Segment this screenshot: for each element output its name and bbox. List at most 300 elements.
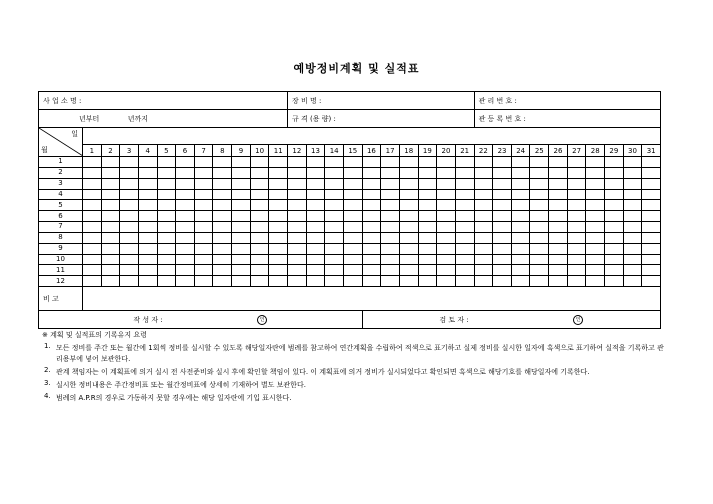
schedule-cell[interactable] bbox=[511, 157, 530, 168]
schedule-cell[interactable] bbox=[176, 189, 195, 200]
schedule-cell[interactable] bbox=[455, 157, 474, 168]
schedule-cell[interactable] bbox=[493, 211, 512, 222]
schedule-cell[interactable] bbox=[83, 189, 102, 200]
schedule-cell[interactable] bbox=[418, 211, 437, 222]
schedule-cell[interactable] bbox=[232, 189, 251, 200]
schedule-cell[interactable] bbox=[176, 243, 195, 254]
schedule-cell[interactable] bbox=[549, 243, 568, 254]
schedule-cell[interactable] bbox=[567, 167, 586, 178]
schedule-cell[interactable] bbox=[418, 222, 437, 233]
schedule-cell[interactable] bbox=[343, 211, 362, 222]
schedule-cell[interactable] bbox=[306, 243, 325, 254]
schedule-cell[interactable] bbox=[101, 276, 120, 287]
schedule-cell[interactable] bbox=[306, 157, 325, 168]
schedule-cell[interactable] bbox=[605, 178, 624, 189]
schedule-cell[interactable] bbox=[605, 265, 624, 276]
writer-field[interactable] bbox=[39, 311, 363, 329]
schedule-cell[interactable] bbox=[213, 178, 232, 189]
company-name-field[interactable]: 사 업 소 명 : bbox=[39, 92, 288, 110]
schedule-cell[interactable] bbox=[362, 265, 381, 276]
schedule-cell[interactable] bbox=[586, 222, 605, 233]
schedule-cell[interactable] bbox=[325, 157, 344, 168]
schedule-cell[interactable] bbox=[437, 157, 456, 168]
schedule-cell[interactable] bbox=[288, 200, 307, 211]
spec-capacity-field[interactable]: 규 격 (용 량) : bbox=[288, 110, 475, 128]
schedule-cell[interactable] bbox=[381, 222, 400, 233]
schedule-cell[interactable] bbox=[213, 167, 232, 178]
schedule-cell[interactable] bbox=[362, 167, 381, 178]
schedule-cell[interactable] bbox=[120, 167, 139, 178]
schedule-cell[interactable] bbox=[343, 157, 362, 168]
schedule-cell[interactable] bbox=[493, 254, 512, 265]
schedule-cell[interactable] bbox=[642, 254, 661, 265]
schedule-cell[interactable] bbox=[605, 232, 624, 243]
schedule-cell[interactable] bbox=[213, 157, 232, 168]
schedule-cell[interactable] bbox=[362, 211, 381, 222]
schedule-cell[interactable] bbox=[138, 211, 157, 222]
schedule-cell[interactable] bbox=[474, 276, 493, 287]
schedule-cell[interactable] bbox=[642, 178, 661, 189]
management-number-field[interactable]: 관 리 번 호 : bbox=[474, 92, 660, 110]
schedule-cell[interactable] bbox=[83, 167, 102, 178]
schedule-cell[interactable] bbox=[138, 265, 157, 276]
schedule-cell[interactable] bbox=[138, 189, 157, 200]
schedule-cell[interactable] bbox=[418, 157, 437, 168]
schedule-cell[interactable] bbox=[362, 178, 381, 189]
schedule-cell[interactable] bbox=[288, 232, 307, 243]
schedule-cell[interactable] bbox=[437, 232, 456, 243]
schedule-cell[interactable] bbox=[213, 265, 232, 276]
schedule-cell[interactable] bbox=[176, 232, 195, 243]
schedule-cell[interactable] bbox=[586, 276, 605, 287]
schedule-cell[interactable] bbox=[455, 167, 474, 178]
schedule-cell[interactable] bbox=[176, 167, 195, 178]
schedule-cell[interactable] bbox=[399, 265, 418, 276]
registration-number-field[interactable]: 관 등 록 번 호 : bbox=[474, 110, 660, 128]
schedule-cell[interactable] bbox=[605, 200, 624, 211]
schedule-cell[interactable] bbox=[493, 189, 512, 200]
schedule-cell[interactable] bbox=[549, 232, 568, 243]
schedule-cell[interactable] bbox=[362, 232, 381, 243]
schedule-cell[interactable] bbox=[343, 200, 362, 211]
schedule-cell[interactable] bbox=[157, 211, 176, 222]
schedule-cell[interactable] bbox=[511, 265, 530, 276]
schedule-cell[interactable] bbox=[530, 265, 549, 276]
schedule-cell[interactable] bbox=[455, 276, 474, 287]
schedule-cell[interactable] bbox=[176, 157, 195, 168]
remarks-field[interactable] bbox=[83, 287, 661, 311]
schedule-cell[interactable] bbox=[269, 243, 288, 254]
schedule-cell[interactable] bbox=[399, 211, 418, 222]
schedule-cell[interactable] bbox=[250, 222, 269, 233]
schedule-cell[interactable] bbox=[138, 232, 157, 243]
schedule-cell[interactable] bbox=[213, 254, 232, 265]
schedule-cell[interactable] bbox=[586, 178, 605, 189]
schedule-cell[interactable] bbox=[455, 254, 474, 265]
schedule-cell[interactable] bbox=[567, 276, 586, 287]
schedule-cell[interactable] bbox=[493, 222, 512, 233]
schedule-cell[interactable] bbox=[83, 243, 102, 254]
schedule-cell[interactable] bbox=[381, 243, 400, 254]
schedule-cell[interactable] bbox=[101, 189, 120, 200]
schedule-cell[interactable] bbox=[343, 232, 362, 243]
schedule-cell[interactable] bbox=[250, 211, 269, 222]
schedule-cell[interactable] bbox=[530, 211, 549, 222]
schedule-cell[interactable] bbox=[511, 211, 530, 222]
schedule-cell[interactable] bbox=[455, 232, 474, 243]
schedule-cell[interactable] bbox=[474, 157, 493, 168]
schedule-cell[interactable] bbox=[343, 178, 362, 189]
schedule-cell[interactable] bbox=[605, 243, 624, 254]
schedule-cell[interactable] bbox=[549, 157, 568, 168]
schedule-cell[interactable] bbox=[567, 265, 586, 276]
schedule-cell[interactable] bbox=[381, 178, 400, 189]
schedule-cell[interactable] bbox=[381, 211, 400, 222]
schedule-cell[interactable] bbox=[213, 189, 232, 200]
schedule-cell[interactable] bbox=[325, 232, 344, 243]
schedule-cell[interactable] bbox=[381, 276, 400, 287]
schedule-cell[interactable] bbox=[493, 265, 512, 276]
schedule-cell[interactable] bbox=[250, 254, 269, 265]
schedule-cell[interactable] bbox=[399, 232, 418, 243]
schedule-cell[interactable] bbox=[474, 167, 493, 178]
schedule-cell[interactable] bbox=[288, 222, 307, 233]
schedule-cell[interactable] bbox=[101, 254, 120, 265]
schedule-cell[interactable] bbox=[418, 178, 437, 189]
schedule-cell[interactable] bbox=[362, 189, 381, 200]
schedule-cell[interactable] bbox=[232, 157, 251, 168]
schedule-cell[interactable] bbox=[176, 222, 195, 233]
schedule-cell[interactable] bbox=[567, 232, 586, 243]
schedule-cell[interactable] bbox=[586, 157, 605, 168]
schedule-cell[interactable] bbox=[567, 243, 586, 254]
schedule-cell[interactable] bbox=[250, 178, 269, 189]
schedule-cell[interactable] bbox=[288, 178, 307, 189]
schedule-cell[interactable] bbox=[474, 222, 493, 233]
schedule-cell[interactable] bbox=[493, 178, 512, 189]
schedule-cell[interactable] bbox=[194, 222, 213, 233]
schedule-cell[interactable] bbox=[493, 200, 512, 211]
schedule-cell[interactable] bbox=[511, 167, 530, 178]
schedule-cell[interactable] bbox=[232, 211, 251, 222]
schedule-cell[interactable] bbox=[567, 189, 586, 200]
schedule-cell[interactable] bbox=[232, 254, 251, 265]
schedule-cell[interactable] bbox=[250, 167, 269, 178]
schedule-cell[interactable] bbox=[623, 265, 642, 276]
schedule-cell[interactable] bbox=[306, 200, 325, 211]
schedule-cell[interactable] bbox=[213, 222, 232, 233]
schedule-cell[interactable] bbox=[138, 254, 157, 265]
schedule-cell[interactable] bbox=[101, 157, 120, 168]
schedule-cell[interactable] bbox=[418, 243, 437, 254]
schedule-cell[interactable] bbox=[530, 178, 549, 189]
schedule-cell[interactable] bbox=[586, 265, 605, 276]
schedule-cell[interactable] bbox=[157, 178, 176, 189]
schedule-cell[interactable] bbox=[325, 222, 344, 233]
schedule-cell[interactable] bbox=[83, 254, 102, 265]
schedule-cell[interactable] bbox=[474, 189, 493, 200]
schedule-cell[interactable] bbox=[549, 167, 568, 178]
schedule-cell[interactable] bbox=[362, 243, 381, 254]
schedule-cell[interactable] bbox=[399, 243, 418, 254]
schedule-cell[interactable] bbox=[549, 189, 568, 200]
schedule-cell[interactable] bbox=[418, 276, 437, 287]
schedule-cell[interactable] bbox=[288, 276, 307, 287]
schedule-cell[interactable] bbox=[83, 200, 102, 211]
schedule-cell[interactable] bbox=[250, 243, 269, 254]
schedule-cell[interactable] bbox=[120, 200, 139, 211]
schedule-cell[interactable] bbox=[101, 200, 120, 211]
schedule-cell[interactable] bbox=[138, 178, 157, 189]
schedule-cell[interactable] bbox=[642, 222, 661, 233]
schedule-cell[interactable] bbox=[306, 222, 325, 233]
schedule-cell[interactable] bbox=[418, 254, 437, 265]
schedule-cell[interactable] bbox=[418, 200, 437, 211]
schedule-cell[interactable] bbox=[232, 167, 251, 178]
schedule-cell[interactable] bbox=[605, 222, 624, 233]
schedule-cell[interactable] bbox=[176, 211, 195, 222]
schedule-cell[interactable] bbox=[194, 178, 213, 189]
schedule-cell[interactable] bbox=[250, 189, 269, 200]
schedule-cell[interactable] bbox=[586, 232, 605, 243]
schedule-cell[interactable] bbox=[157, 200, 176, 211]
schedule-cell[interactable] bbox=[493, 276, 512, 287]
schedule-cell[interactable] bbox=[437, 265, 456, 276]
schedule-cell[interactable] bbox=[530, 189, 549, 200]
schedule-cell[interactable] bbox=[269, 276, 288, 287]
schedule-cell[interactable] bbox=[157, 243, 176, 254]
schedule-cell[interactable] bbox=[381, 189, 400, 200]
schedule-cell[interactable] bbox=[325, 254, 344, 265]
schedule-cell[interactable] bbox=[642, 211, 661, 222]
schedule-cell[interactable] bbox=[642, 276, 661, 287]
schedule-cell[interactable] bbox=[511, 276, 530, 287]
schedule-cell[interactable] bbox=[83, 222, 102, 233]
schedule-cell[interactable] bbox=[623, 178, 642, 189]
schedule-cell[interactable] bbox=[213, 211, 232, 222]
schedule-cell[interactable] bbox=[642, 243, 661, 254]
schedule-cell[interactable] bbox=[194, 243, 213, 254]
schedule-cell[interactable] bbox=[605, 189, 624, 200]
schedule-cell[interactable] bbox=[511, 232, 530, 243]
schedule-cell[interactable] bbox=[623, 254, 642, 265]
schedule-cell[interactable] bbox=[437, 222, 456, 233]
schedule-cell[interactable] bbox=[343, 189, 362, 200]
schedule-cell[interactable] bbox=[120, 254, 139, 265]
schedule-cell[interactable] bbox=[176, 254, 195, 265]
schedule-cell[interactable] bbox=[623, 167, 642, 178]
schedule-cell[interactable] bbox=[549, 254, 568, 265]
schedule-cell[interactable] bbox=[138, 157, 157, 168]
schedule-cell[interactable] bbox=[83, 265, 102, 276]
schedule-cell[interactable] bbox=[288, 157, 307, 168]
schedule-cell[interactable] bbox=[474, 265, 493, 276]
schedule-cell[interactable] bbox=[194, 232, 213, 243]
schedule-cell[interactable] bbox=[530, 200, 549, 211]
schedule-cell[interactable] bbox=[232, 222, 251, 233]
schedule-cell[interactable] bbox=[288, 211, 307, 222]
schedule-cell[interactable] bbox=[586, 254, 605, 265]
schedule-cell[interactable] bbox=[623, 211, 642, 222]
schedule-cell[interactable] bbox=[530, 254, 549, 265]
schedule-cell[interactable] bbox=[306, 276, 325, 287]
schedule-cell[interactable] bbox=[194, 189, 213, 200]
schedule-cell[interactable] bbox=[530, 167, 549, 178]
schedule-cell[interactable] bbox=[269, 232, 288, 243]
schedule-cell[interactable] bbox=[306, 232, 325, 243]
schedule-cell[interactable] bbox=[343, 265, 362, 276]
schedule-cell[interactable] bbox=[474, 254, 493, 265]
schedule-cell[interactable] bbox=[157, 254, 176, 265]
schedule-cell[interactable] bbox=[194, 167, 213, 178]
schedule-cell[interactable] bbox=[120, 243, 139, 254]
schedule-cell[interactable] bbox=[567, 200, 586, 211]
schedule-cell[interactable] bbox=[455, 265, 474, 276]
schedule-cell[interactable] bbox=[157, 167, 176, 178]
schedule-cell[interactable] bbox=[120, 178, 139, 189]
schedule-cell[interactable] bbox=[362, 276, 381, 287]
schedule-cell[interactable] bbox=[157, 222, 176, 233]
schedule-cell[interactable] bbox=[493, 157, 512, 168]
schedule-cell[interactable] bbox=[213, 276, 232, 287]
schedule-cell[interactable] bbox=[232, 200, 251, 211]
schedule-cell[interactable] bbox=[418, 167, 437, 178]
schedule-cell[interactable] bbox=[605, 276, 624, 287]
schedule-cell[interactable] bbox=[437, 243, 456, 254]
schedule-cell[interactable] bbox=[511, 178, 530, 189]
schedule-cell[interactable] bbox=[418, 232, 437, 243]
schedule-cell[interactable] bbox=[511, 189, 530, 200]
schedule-cell[interactable] bbox=[120, 232, 139, 243]
schedule-cell[interactable] bbox=[343, 167, 362, 178]
schedule-cell[interactable] bbox=[176, 265, 195, 276]
schedule-cell[interactable] bbox=[288, 167, 307, 178]
schedule-cell[interactable] bbox=[455, 178, 474, 189]
schedule-cell[interactable] bbox=[101, 211, 120, 222]
schedule-cell[interactable] bbox=[325, 200, 344, 211]
schedule-cell[interactable] bbox=[530, 276, 549, 287]
schedule-cell[interactable] bbox=[194, 157, 213, 168]
schedule-cell[interactable] bbox=[232, 265, 251, 276]
schedule-cell[interactable] bbox=[362, 157, 381, 168]
schedule-cell[interactable] bbox=[194, 211, 213, 222]
schedule-cell[interactable] bbox=[586, 243, 605, 254]
schedule-cell[interactable] bbox=[455, 243, 474, 254]
schedule-cell[interactable] bbox=[288, 189, 307, 200]
schedule-cell[interactable] bbox=[306, 254, 325, 265]
schedule-cell[interactable] bbox=[269, 189, 288, 200]
schedule-cell[interactable] bbox=[194, 254, 213, 265]
schedule-cell[interactable] bbox=[83, 211, 102, 222]
schedule-cell[interactable] bbox=[269, 265, 288, 276]
schedule-cell[interactable] bbox=[418, 189, 437, 200]
schedule-cell[interactable] bbox=[250, 157, 269, 168]
schedule-cell[interactable] bbox=[437, 211, 456, 222]
schedule-cell[interactable] bbox=[493, 243, 512, 254]
schedule-cell[interactable] bbox=[101, 178, 120, 189]
schedule-cell[interactable] bbox=[586, 189, 605, 200]
schedule-cell[interactable] bbox=[623, 232, 642, 243]
schedule-cell[interactable] bbox=[511, 254, 530, 265]
schedule-cell[interactable] bbox=[362, 254, 381, 265]
schedule-cell[interactable] bbox=[567, 222, 586, 233]
schedule-cell[interactable] bbox=[306, 189, 325, 200]
schedule-cell[interactable] bbox=[381, 265, 400, 276]
schedule-cell[interactable] bbox=[530, 222, 549, 233]
schedule-cell[interactable] bbox=[288, 254, 307, 265]
schedule-cell[interactable] bbox=[101, 222, 120, 233]
schedule-cell[interactable] bbox=[605, 254, 624, 265]
schedule-cell[interactable] bbox=[586, 167, 605, 178]
schedule-cell[interactable] bbox=[232, 243, 251, 254]
schedule-cell[interactable] bbox=[474, 243, 493, 254]
schedule-cell[interactable] bbox=[194, 200, 213, 211]
schedule-cell[interactable] bbox=[101, 243, 120, 254]
schedule-cell[interactable] bbox=[642, 157, 661, 168]
schedule-cell[interactable] bbox=[511, 243, 530, 254]
schedule-cell[interactable] bbox=[586, 200, 605, 211]
schedule-cell[interactable] bbox=[511, 222, 530, 233]
schedule-cell[interactable] bbox=[399, 222, 418, 233]
schedule-cell[interactable] bbox=[288, 265, 307, 276]
schedule-cell[interactable] bbox=[343, 222, 362, 233]
schedule-cell[interactable] bbox=[250, 232, 269, 243]
schedule-cell[interactable] bbox=[399, 178, 418, 189]
schedule-cell[interactable] bbox=[120, 276, 139, 287]
schedule-cell[interactable] bbox=[549, 211, 568, 222]
schedule-cell[interactable] bbox=[250, 265, 269, 276]
schedule-cell[interactable] bbox=[623, 157, 642, 168]
schedule-cell[interactable] bbox=[176, 276, 195, 287]
schedule-cell[interactable] bbox=[623, 276, 642, 287]
schedule-cell[interactable] bbox=[474, 200, 493, 211]
schedule-cell[interactable] bbox=[605, 157, 624, 168]
schedule-cell[interactable] bbox=[343, 243, 362, 254]
schedule-cell[interactable] bbox=[623, 189, 642, 200]
schedule-cell[interactable] bbox=[399, 254, 418, 265]
schedule-cell[interactable] bbox=[549, 276, 568, 287]
schedule-cell[interactable] bbox=[101, 167, 120, 178]
schedule-cell[interactable] bbox=[362, 200, 381, 211]
schedule-cell[interactable] bbox=[120, 222, 139, 233]
schedule-cell[interactable] bbox=[455, 189, 474, 200]
schedule-cell[interactable] bbox=[157, 232, 176, 243]
schedule-cell[interactable] bbox=[399, 276, 418, 287]
schedule-cell[interactable] bbox=[120, 265, 139, 276]
schedule-cell[interactable] bbox=[642, 265, 661, 276]
schedule-cell[interactable] bbox=[437, 276, 456, 287]
schedule-cell[interactable] bbox=[530, 243, 549, 254]
schedule-cell[interactable] bbox=[567, 157, 586, 168]
schedule-cell[interactable] bbox=[455, 222, 474, 233]
schedule-cell[interactable] bbox=[213, 200, 232, 211]
schedule-cell[interactable] bbox=[213, 243, 232, 254]
schedule-cell[interactable] bbox=[530, 157, 549, 168]
schedule-cell[interactable] bbox=[381, 167, 400, 178]
schedule-cell[interactable] bbox=[138, 276, 157, 287]
schedule-cell[interactable] bbox=[269, 211, 288, 222]
schedule-cell[interactable] bbox=[530, 232, 549, 243]
schedule-cell[interactable] bbox=[269, 167, 288, 178]
schedule-cell[interactable] bbox=[157, 276, 176, 287]
schedule-cell[interactable] bbox=[269, 222, 288, 233]
schedule-cell[interactable] bbox=[343, 276, 362, 287]
schedule-cell[interactable] bbox=[138, 200, 157, 211]
schedule-cell[interactable] bbox=[642, 200, 661, 211]
schedule-cell[interactable] bbox=[157, 265, 176, 276]
schedule-cell[interactable] bbox=[306, 167, 325, 178]
schedule-cell[interactable] bbox=[194, 276, 213, 287]
